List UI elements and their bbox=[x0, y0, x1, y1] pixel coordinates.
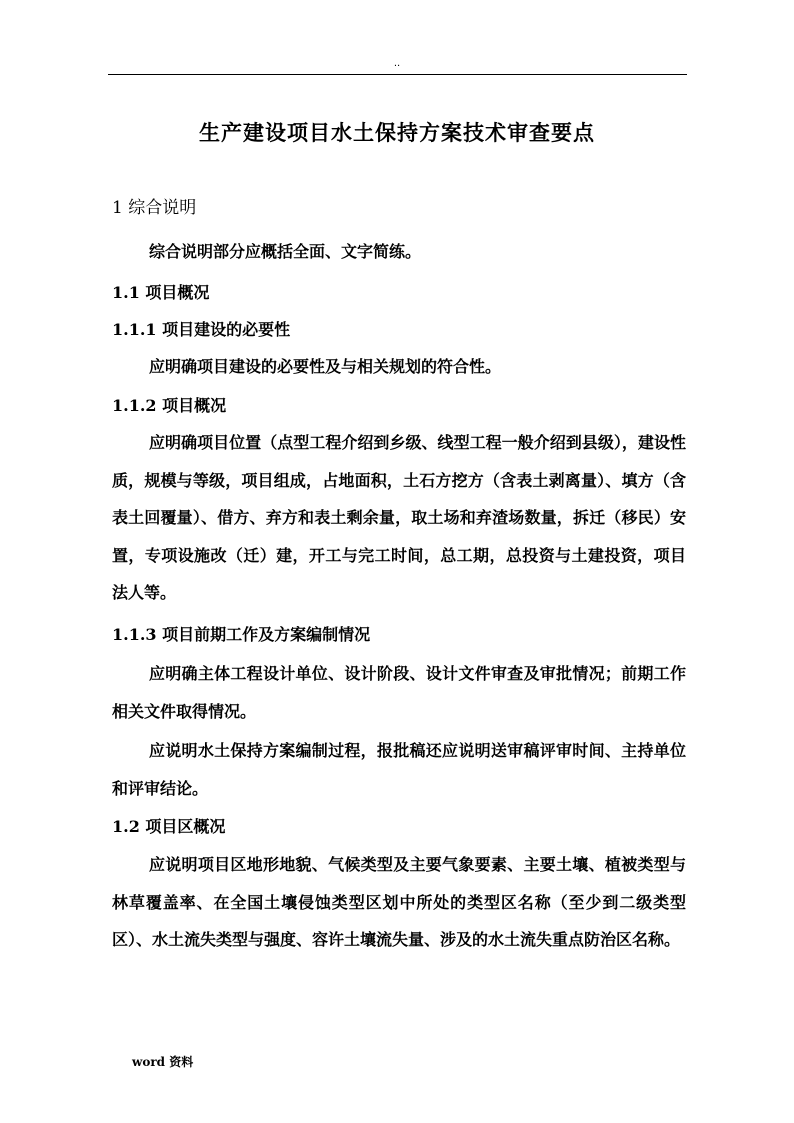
section-1-1-3-text-2: 应说明水土保持方案编制过程，报批稿还应说明送审稿评审时间、主持单位和评审结论。 bbox=[112, 741, 686, 798]
section-1-2-heading: 1.2 项目区概况 bbox=[112, 817, 226, 836]
header-mark: .. bbox=[393, 58, 401, 69]
section-1-1-2-text: 应明确项目位置（点型工程介绍到乡级、线型工程一般介绍到县级），建设性质，规模与等级，项目组成，占地面积，土石方挖方（含表土剥离量）、填方（含表土回覆量）、借方、弃方和表土剩余量，取土场和弃渣场数量，拆迁（移民）安置，专项设施改（迁）建，开工与完工时间，总工期，总投资与土建投资，项目法人等。 bbox=[112, 433, 686, 602]
section-1-1-3-text-1: 应明确主体工程设计单位、设计阶段、设计文件审查及审批情况；前期工作相关文件取得情况。 bbox=[112, 664, 686, 721]
section-1-1-heading: 1.1 项目概况 bbox=[112, 283, 210, 302]
section-1-1-1-text: 应明确项目建设的必要性及与相关规划的符合性。 bbox=[149, 357, 502, 376]
header-rule bbox=[108, 74, 687, 75]
section-1-1-2-heading: 1.1.2 项目概况 bbox=[112, 396, 227, 415]
footer-label: word 资料 bbox=[132, 1055, 194, 1069]
document-title: 生产建设项目水土保持方案技术审查要点 bbox=[199, 120, 595, 145]
section-1-heading: 1 综合说明 bbox=[112, 198, 197, 218]
section-1-1-3-heading: 1.1.3 项目前期工作及方案编制情况 bbox=[112, 625, 371, 644]
section-1-1-1-heading: 1.1.1 项目建设的必要性 bbox=[112, 320, 291, 339]
section-1-text: 综合说明部分应概括全面、文字简练。 bbox=[149, 242, 422, 261]
section-1-2-text: 应说明项目区地形地貌、气候类型及主要气象要素、主要土壤、植被类型与林草覆盖率、在全国土壤侵蚀类型区划中所处的类型区名称（至少到二级类型区）、水土流失类型与强度、容许土壤流失量、涉及的水土流失重点防治区名称。 bbox=[112, 855, 686, 949]
